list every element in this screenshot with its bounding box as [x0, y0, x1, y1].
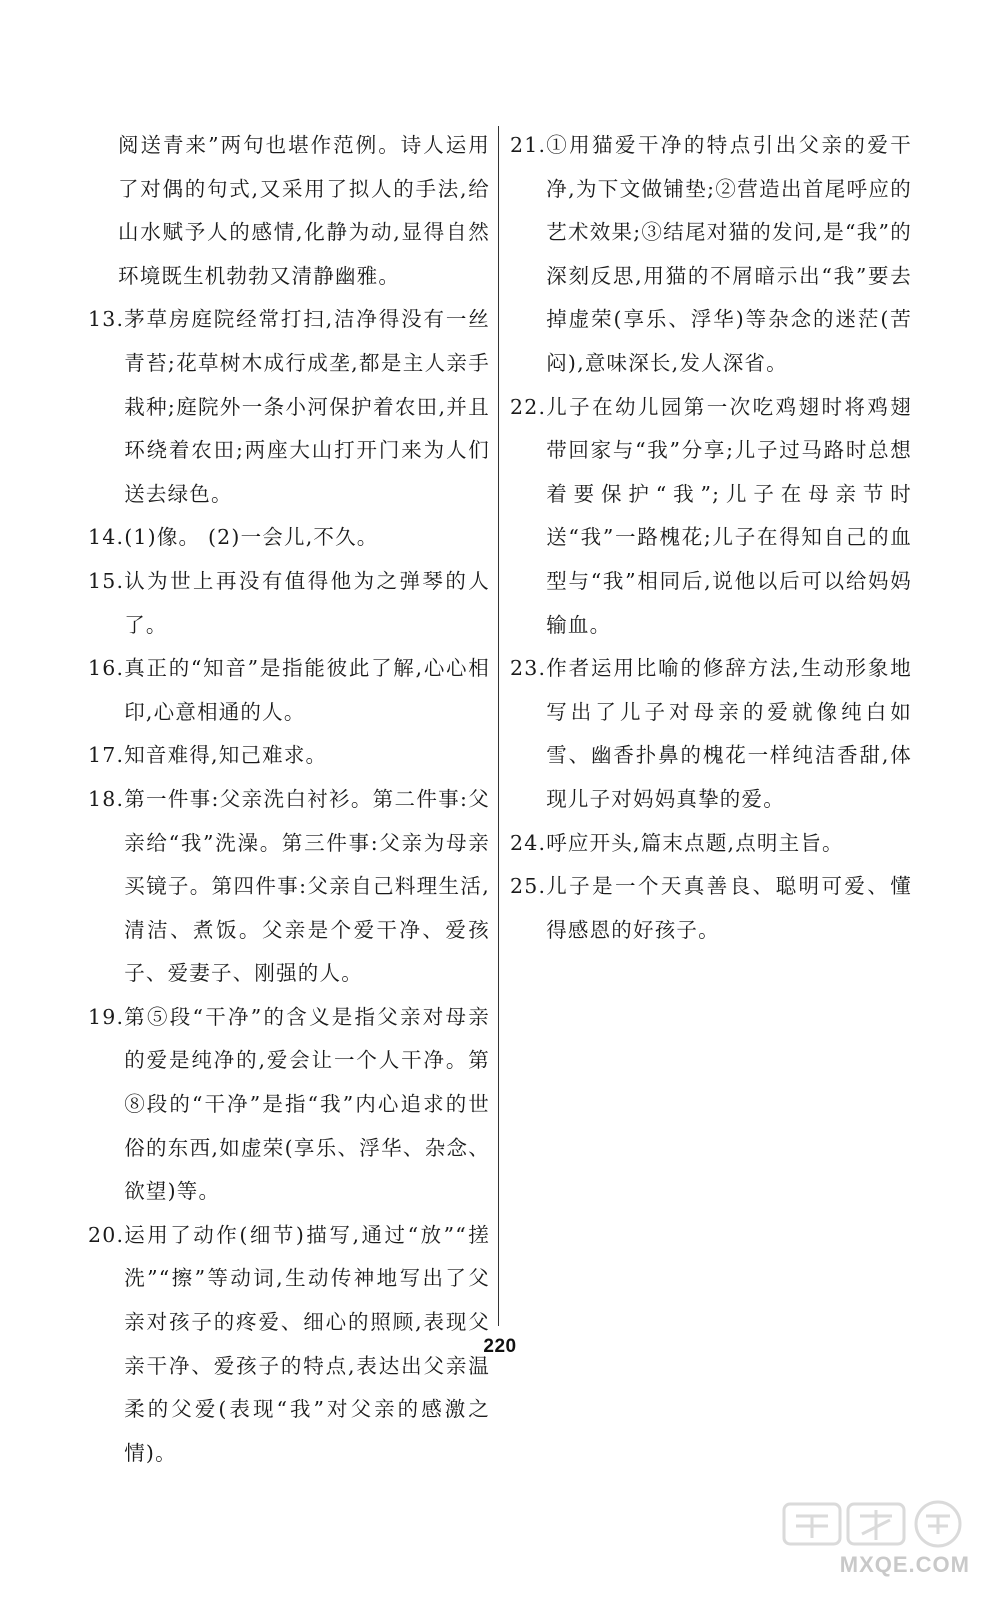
- answer-number: 14.: [88, 525, 125, 550]
- answer-number: 19.: [88, 1004, 125, 1029]
- answer-text: 知音难得,知己难求。: [124, 743, 328, 768]
- answer-item-24: [510, 822, 912, 866]
- answer-number: 17.: [88, 743, 125, 768]
- answer-text: 第⑤段“干净”的含义是指父亲对母亲的爱是纯净的,爱会让一个人干净。第⑧段的“干净”是指“我”内心追求的世俗的东西,如虚荣(享乐、浮华、杂念、欲望)等。: [124, 1004, 490, 1204]
- answer-item-19: [88, 996, 490, 1214]
- answer-item-23: [510, 647, 912, 821]
- answer-text: 儿子在幼儿园第一次吃鸡翅时将鸡翅带回家与“我”分享;儿子过马路时总想着要保护“我”;儿子在母亲节时送“我”一路槐花;儿子在得知自己的血型与“我”相同后,说他以后可以给妈妈输血。: [546, 394, 912, 637]
- right-answer-column: [510, 124, 912, 952]
- answer-text: 呼应开头,篇末点题,点明主旨。: [546, 830, 844, 855]
- answer-item-21: [510, 124, 912, 386]
- answer-number: 13.: [88, 307, 125, 332]
- answer-item-14: [88, 516, 490, 560]
- answer-text: ①用猫爱干净的特点引出父亲的爱干净,为下文做铺垫;②营造出首尾呼应的艺术效果;③结尾对猫的发问,是“我”的深刻反思,用猫的不屑暗示出“我”要去掉虚荣(享乐、浮华)等杂念的迷茫(苦闷),意味深长,发人深省。: [546, 133, 912, 375]
- answer-number: 15.: [88, 568, 125, 593]
- answer-number: 23.: [510, 656, 547, 681]
- answer-item-22: [510, 386, 912, 648]
- answer-item-17: [88, 734, 490, 778]
- answer-item-12-continued: [88, 124, 490, 298]
- answer-text: 儿子是一个天真善良、聪明可爱、懂得感恩的好孩子。: [546, 874, 912, 942]
- answer-text: 认为世上再没有值得他为之弹琴的人了。: [124, 568, 490, 637]
- answer-number: 18.: [88, 786, 125, 811]
- left-answer-column: [88, 124, 490, 1475]
- answer-text: 作者运用比喻的修辞方法,生动形象地写出了儿子对母亲的爱就像纯白如雪、幽香扑鼻的槐花一样纯洁香甜,体现儿子对妈妈真挚的爱。: [546, 656, 912, 811]
- answer-item-16: [88, 647, 490, 734]
- page-number: 220: [483, 1336, 517, 1357]
- column-divider: [498, 126, 499, 1326]
- answer-number: 16.: [88, 656, 125, 681]
- answer-item-25: [510, 865, 912, 952]
- answer-item-13: [88, 298, 490, 516]
- answer-text: 阅送青来”两句也堪作范例。诗人运用了对偶的句式,又采用了拟人的手法,给山水赋予人的感情,化静为动,显得自然环境既生机勃勃又清静幽雅。: [118, 133, 490, 288]
- answer-text: 真正的“知音”是指能彼此了解,心心相印,心意相通的人。: [124, 656, 490, 724]
- answer-number: 25.: [510, 874, 547, 899]
- watermark-site: MXQE.COM: [839, 1552, 970, 1577]
- answer-item-18: [88, 778, 490, 996]
- answer-text: 第一件事:父亲洗白衬衫。第二件事:父亲给“我”洗澡。第三件事:父亲为母亲买镜子。第四件事:父亲自己料理生活,清洁、煮饭。父亲是个爱干净、爱孩子、爱妻子、刚强的人。: [124, 786, 490, 986]
- answer-number: 21.: [510, 133, 547, 157]
- answer-number: 24.: [510, 830, 547, 855]
- answer-text: 运用了动作(细节)描写,通过“放”“搓洗”“擦”等动词,生动传神地写出了父亲对孩子的疼爱、细心的照顾,表现父亲干净、爱孩子的特点,表达出父亲温柔的父爱(表现“我”对父亲的感激之情)。: [124, 1222, 490, 1465]
- answer-text: 茅草房庭院经常打扫,洁净得没有一丝青苔;花草树木成行成垄,都是主人亲手栽种;庭院外一条小河保护着农田,并且环绕着农田;两座大山打开门来为人们送去绿色。: [124, 307, 490, 506]
- answer-item-15: [88, 560, 490, 647]
- answer-number: 22.: [510, 394, 547, 419]
- answer-number: 20.: [88, 1222, 125, 1247]
- answer-text: (1)像。 (2)一会儿,不久。: [124, 525, 379, 550]
